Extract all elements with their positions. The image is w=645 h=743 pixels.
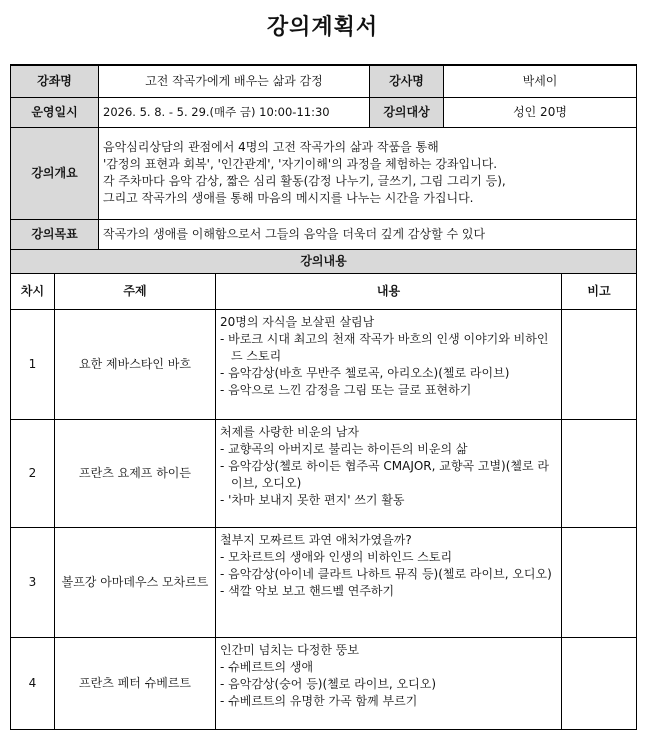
session-row <box>11 527 637 637</box>
goal-value: 작곡가의 생애를 이해함으로서 그들의 음악을 더욱더 깊게 감상할 수 있다 <box>99 219 637 249</box>
goal-label: 강의목표 <box>11 219 99 249</box>
session-content <box>216 309 562 419</box>
session-item: - 색깔 악보 보고 핸드벨 연주하기 <box>220 583 395 598</box>
session-number: 3 <box>11 527 55 637</box>
session-note <box>562 309 637 419</box>
session-row <box>11 419 637 527</box>
course-row <box>11 65 637 97</box>
section-row <box>11 249 637 273</box>
session-topic: 프란츠 페터 슈베르트 <box>55 637 216 729</box>
session-item: - 음악감상(바흐 무반주 첼로곡, 아리오소)(첼로 라이브) <box>220 365 510 380</box>
summary-line: 각 주차마다 음악 감상, 짧은 심리 활동(감정 나누기, 글쓰기, 그림 그리기 등), <box>103 174 506 188</box>
instructor-value: 박세이 <box>444 65 637 97</box>
column-header-row <box>11 273 637 309</box>
document-title: 강의계획서 <box>266 15 379 40</box>
summary-line: '감정의 표현과 회복', '인간관계', '자기이해'의 과정을 체험하는 강좌입니다. <box>103 157 498 171</box>
col-session: 차시 <box>11 273 55 309</box>
schedule-label: 운영일시 <box>11 97 99 127</box>
session-note <box>562 527 637 637</box>
course-label: 강좌명 <box>11 65 99 97</box>
session-item: - '차마 보내지 못한 편지' 쓰기 활동 <box>220 492 405 507</box>
summary-line: 그리고 작곡가의 생애를 통해 마음의 메시지를 나누는 시간을 가집니다. <box>103 191 474 205</box>
section-title: 강의내용 <box>11 249 637 273</box>
schedule-value: 2026. 5. 8. - 5. 29.(매주 금) 10:00-11:30 <box>99 97 370 127</box>
summary-line: 음악심리상담의 관점에서 4명의 고전 작곡가의 삶과 작품을 통해 <box>103 140 439 154</box>
session-item: - 슈베르트의 유명한 가곡 함께 부르기 <box>220 693 418 708</box>
session-item: - 음악으로 느낀 감정을 그림 또는 글로 표현하기 <box>220 382 472 397</box>
session-headline: 철부지 모짜르트 과연 애처가였을까? <box>220 532 412 547</box>
session-headline: 인간미 넘치는 다정한 뚱보 <box>220 642 359 657</box>
col-content: 내용 <box>216 273 562 309</box>
course-value: 고전 작곡가에게 배우는 삶과 감정 <box>99 65 370 97</box>
session-headline: 처제를 사랑한 비운의 남자 <box>220 424 359 439</box>
session-item: - 음악감상(아이네 클라트 나하트 뮤직 등)(첼로 라이브, 오디오) <box>220 566 552 581</box>
session-topic: 볼프강 아마데우스 모차르트 <box>55 527 216 637</box>
session-content <box>216 527 562 637</box>
col-note: 비고 <box>562 273 637 309</box>
session-topic: 프란츠 요제프 하이든 <box>55 419 216 527</box>
goal-row <box>11 219 637 249</box>
schedule-row <box>11 97 637 127</box>
target-value: 성인 20명 <box>444 97 637 127</box>
session-headline: 20명의 자식을 보살핀 살림남 <box>220 314 375 329</box>
session-item: - 음악감상(첼로 하이든 협주곡 CMAJOR, 교향곡 고별)(첼로 라이브, 오디오) <box>220 458 549 490</box>
lecture-plan-table <box>10 64 637 730</box>
session-item: - 슈베르트의 생애 <box>220 659 314 674</box>
summary-row <box>11 127 637 219</box>
session-number: 1 <box>11 309 55 419</box>
summary-text <box>99 127 637 219</box>
session-note <box>562 419 637 527</box>
session-note <box>562 637 637 729</box>
session-content <box>216 637 562 729</box>
instructor-label: 강사명 <box>370 65 444 97</box>
session-topic: 요한 제바스타인 바흐 <box>55 309 216 419</box>
session-item: - 모차르트의 생애와 인생의 비하인드 스토리 <box>220 549 453 564</box>
col-topic: 주제 <box>55 273 216 309</box>
summary-label: 강의개요 <box>11 127 99 219</box>
session-item: - 음악감상(숭어 등)(첼로 라이브, 오디오) <box>220 676 437 691</box>
session-number: 2 <box>11 419 55 527</box>
session-item: - 교향곡의 아버지로 불리는 하이든의 비운의 삶 <box>220 441 468 456</box>
session-number: 4 <box>11 637 55 729</box>
session-content <box>216 419 562 527</box>
target-label: 강의대상 <box>370 97 444 127</box>
session-row <box>11 309 637 419</box>
session-row <box>11 637 637 729</box>
session-item: - 바로크 시대 최고의 천재 작곡가 바흐의 인생 이야기와 비하인드 스토리 <box>220 331 549 363</box>
